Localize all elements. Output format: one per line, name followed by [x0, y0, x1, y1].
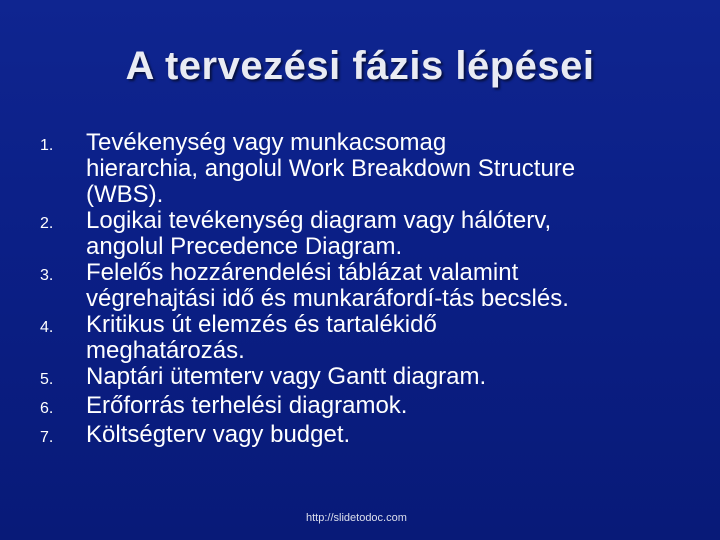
list-item-text: Kritikus út elemzés és tartalékidő meghatározás.	[86, 311, 437, 364]
list-item	[40, 130, 690, 208]
list-item	[40, 208, 690, 260]
list-item-text: Költségterv vagy budget.	[86, 421, 351, 448]
list-item	[40, 364, 690, 393]
list-item	[40, 312, 690, 364]
list-item-number: 2.	[40, 215, 54, 232]
list-item-text: Naptári ütemterv vagy Gantt diagram.	[86, 363, 487, 390]
watermark-text: http://slidetodoc.com	[306, 512, 407, 524]
list-item	[40, 260, 690, 312]
list-item-number: 4.	[40, 319, 54, 336]
slide-title: A tervezési fázis lépései	[125, 44, 595, 88]
list-item-number: 3.	[40, 267, 54, 284]
list-item-number: 1.	[40, 137, 54, 154]
list-item	[40, 393, 690, 422]
list-item-text: Logikai tevékenység diagram vagy hálóterv, angolul Precedence Diagram.	[86, 207, 552, 260]
list-item-text: Tevékenység vagy munkacsomag hierarchia, angolul Work Breakdown Structure (WBS).	[86, 129, 576, 208]
list-item-number: 6.	[40, 400, 54, 417]
list-item-text: Felelős hozzárendelési táblázat valamint végrehajtási idő és munkaráfordí-tás becslés.	[86, 259, 569, 312]
list-item-text: Erőforrás terhelési diagramok.	[86, 392, 408, 419]
list-item-number: 7.	[40, 429, 54, 446]
steps-list	[40, 130, 690, 451]
list-item	[40, 422, 690, 451]
list-item-number: 5.	[40, 371, 54, 388]
